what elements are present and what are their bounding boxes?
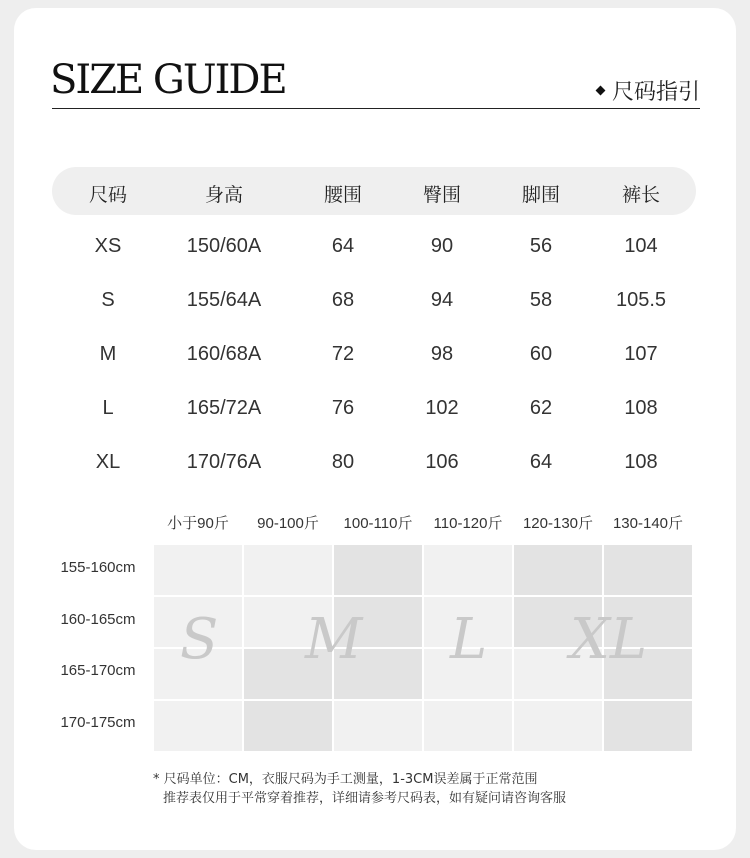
table-cell: 104 xyxy=(624,235,658,257)
header-ankle: 脚围 xyxy=(521,184,560,206)
table-cell: XL xyxy=(95,451,121,473)
size-overlay-m: M xyxy=(305,607,363,672)
table-cell: 62 xyxy=(529,397,553,419)
table-cell: 108 xyxy=(624,451,658,473)
table-cell: XS xyxy=(94,235,122,257)
table-cell: 60 xyxy=(529,343,553,365)
table-cell: 106 xyxy=(425,451,459,473)
table-cell: 105.5 xyxy=(615,289,667,311)
size-overlay-s: S xyxy=(180,607,219,672)
table-cell: 58 xyxy=(529,289,553,311)
grid-cell xyxy=(244,545,332,595)
table-cell: 102 xyxy=(425,397,459,419)
table-cell: 160/68A xyxy=(186,343,262,365)
table-cell: 68 xyxy=(331,289,355,311)
header-waist: 腰围 xyxy=(323,184,362,206)
header-hip: 臀围 xyxy=(422,184,461,206)
table-cell: 98 xyxy=(430,343,454,365)
grid-cell xyxy=(244,701,332,751)
weight-label: 130-140斤 xyxy=(612,515,684,532)
grid-cell xyxy=(154,545,242,595)
grid-cell xyxy=(154,701,242,751)
grid-cell xyxy=(334,545,422,595)
note-line-2: 推荐表仅用于平常穿着推荐，详细请参考尺码表，如有疑问请咨询客服 xyxy=(163,791,567,806)
table-cell: 90 xyxy=(430,235,454,257)
table-cell: 94 xyxy=(430,289,454,311)
subtitle xyxy=(597,75,700,106)
table-cell: 56 xyxy=(529,235,553,257)
table-cell: 64 xyxy=(529,451,553,473)
table-cell: 76 xyxy=(331,397,355,419)
table-cell: M xyxy=(99,343,117,365)
grid-cell xyxy=(604,701,692,751)
diamond-icon xyxy=(596,86,606,96)
weight-label: 小于90斤 xyxy=(167,515,229,532)
table-cell: 72 xyxy=(331,343,355,365)
weight-label: 120-130斤 xyxy=(522,515,594,532)
table-cell: 107 xyxy=(624,343,658,365)
height-label: 165-170cm xyxy=(60,662,136,679)
table-cell: 150/60A xyxy=(186,235,262,257)
header-length: 裤长 xyxy=(621,184,660,206)
note-line-1: * 尺码单位：CM，衣服尺码为手工测量，1-3CM误差属于正常范围 xyxy=(153,772,538,787)
table-cell: S xyxy=(101,289,115,311)
table-cell: 80 xyxy=(331,451,355,473)
weight-label: 90-100斤 xyxy=(257,515,319,532)
size-overlay-l: L xyxy=(450,607,488,672)
table-cell: 155/64A xyxy=(186,289,262,311)
table-cell: L xyxy=(102,397,114,419)
table-cell: 165/72A xyxy=(186,397,262,419)
height-label: 170-175cm xyxy=(60,714,136,731)
grid-cell xyxy=(514,545,602,595)
title-divider xyxy=(52,108,700,109)
grid-cell xyxy=(514,701,602,751)
subtitle-text: 尺码指引 xyxy=(611,80,700,105)
grid-cell xyxy=(424,545,512,595)
weight-label: 110-120斤 xyxy=(433,515,503,532)
page-title: SIZE GUIDE xyxy=(50,57,286,103)
height-label: 155-160cm xyxy=(60,559,136,576)
header-height: 身高 xyxy=(204,184,243,206)
height-label: 160-165cm xyxy=(60,611,136,628)
table-cell: 64 xyxy=(331,235,355,257)
size-overlay-xl: XL xyxy=(570,607,648,672)
weight-label: 100-110斤 xyxy=(343,515,413,532)
table-cell: 108 xyxy=(624,397,658,419)
grid-cell xyxy=(604,545,692,595)
table-cell: 170/76A xyxy=(186,451,262,473)
header-size: 尺码 xyxy=(88,184,127,206)
grid-cell xyxy=(424,701,512,751)
grid-cell xyxy=(334,701,422,751)
